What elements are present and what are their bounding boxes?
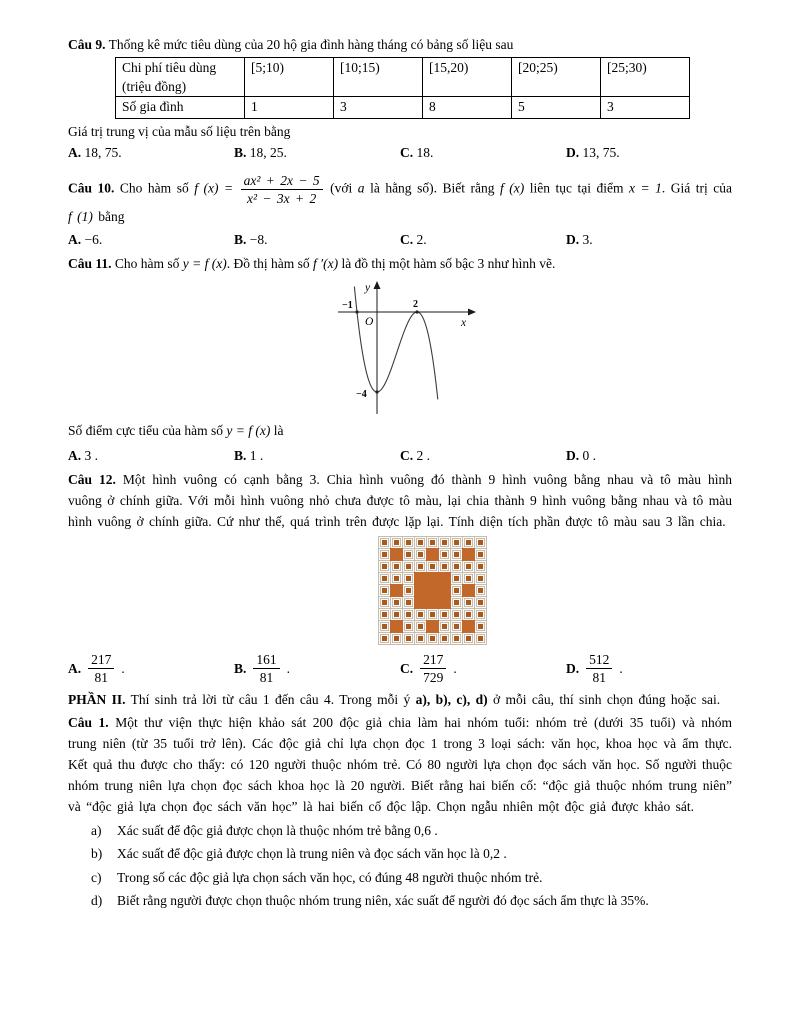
q12-statement [68, 469, 732, 532]
carpet-dot [406, 636, 411, 641]
option-a [68, 229, 234, 250]
list-item-a [68, 820, 732, 841]
item-text: Xác suất để độc giả được chọn là trung niên và đọc sách văn học là 0,2 . [117, 846, 507, 861]
q11-label: Câu 11. [68, 256, 112, 271]
math-f1: f (1) [68, 209, 93, 224]
carpet-cell [391, 597, 402, 608]
carpet-dot [406, 576, 411, 581]
carpet-dot [406, 588, 411, 593]
math-fprime: f ′(x) [313, 256, 339, 271]
label-2: 2 [413, 299, 418, 310]
carpet-dot [406, 600, 411, 605]
carpet-cell [379, 585, 390, 596]
period: . [286, 661, 291, 676]
derivative-graph [332, 280, 482, 420]
count-cell: 1 [245, 97, 334, 119]
carpet-cell [475, 609, 486, 620]
carpet-dot [454, 564, 459, 569]
carpet-dot [418, 552, 423, 557]
carpet-dot [418, 636, 423, 641]
carpet-cell [391, 633, 402, 644]
q11-options [68, 445, 732, 466]
item-text: Trong số các độc giả lựa chọn sách văn học, có đúng 48 người thuộc nhóm trẻ. [117, 869, 543, 885]
option-d [566, 445, 732, 466]
q12-label: Câu 12. [68, 472, 116, 487]
derivative-graph-figure [332, 280, 732, 420]
option-d [566, 229, 732, 250]
carpet-dot [430, 612, 435, 617]
carpet-dot [478, 576, 483, 581]
carpet-cell [379, 561, 390, 572]
carpet-dot [406, 612, 411, 617]
carpet-cell [451, 597, 462, 608]
table-row [116, 97, 690, 119]
carpet-cell [391, 573, 402, 584]
p2q1-statement [68, 712, 732, 817]
carpet-dot [478, 612, 483, 617]
carpet-dot [442, 624, 447, 629]
carpet-dot [418, 540, 423, 545]
carpet-dot [454, 588, 459, 593]
label-neg1: −1 [342, 300, 353, 311]
carpet-cell [439, 585, 450, 596]
count-cell: 3 [334, 97, 423, 119]
carpet-cell [475, 561, 486, 572]
fraction-numerator: 512 [586, 652, 612, 669]
option-letter: A. [68, 448, 82, 463]
carpet-dot [418, 624, 423, 629]
option-text: 18, 25. [249, 145, 287, 160]
carpet-cell [451, 633, 462, 644]
carpet-dot [442, 636, 447, 641]
carpet-dot [406, 540, 411, 545]
q11-question-text: Số điểm cực tiểu của hàm số [68, 423, 224, 438]
carpet-cell [439, 621, 450, 632]
carpet-dot [394, 576, 399, 581]
carpet-dot [382, 600, 387, 605]
carpet-cell [451, 621, 462, 632]
y-axis-arrow [374, 281, 381, 289]
math-var-a: a [357, 180, 365, 196]
carpet-cell [439, 549, 450, 560]
carpet-cell [475, 549, 486, 560]
option-letter: D. [566, 661, 580, 676]
fraction-numerator: 161 [253, 652, 279, 669]
carpet-dot [466, 576, 471, 581]
interval-cell: [20;25) [512, 58, 601, 97]
part2-instructions [68, 689, 732, 710]
math-y-equals-fx: y = f (x) [226, 423, 271, 438]
carpet-dot [454, 576, 459, 581]
carpet-cell [379, 597, 390, 608]
carpet-dot [466, 636, 471, 641]
label-x-axis: x [461, 317, 467, 329]
item-marker: c) [91, 869, 102, 885]
carpet-cell [379, 609, 390, 620]
carpet-cell [379, 621, 390, 632]
carpet-dot [466, 540, 471, 545]
carpet-cell [379, 537, 390, 548]
q12-options [68, 652, 732, 685]
label-neg4: −4 [356, 389, 367, 400]
option-letter: C. [400, 448, 414, 463]
x-axis-arrow [468, 309, 476, 316]
carpet-cell [415, 549, 426, 560]
carpet-cell [391, 585, 402, 596]
carpet-dot [454, 636, 459, 641]
option-letter: B. [234, 661, 247, 676]
frequency-table [115, 57, 690, 119]
carpet-dot [478, 564, 483, 569]
item-marker: a) [91, 822, 102, 838]
option-letter: B. [234, 145, 247, 160]
carpet-dot [478, 636, 483, 641]
option-letter: D. [566, 145, 580, 160]
option-b [234, 229, 400, 250]
carpet-cell [427, 549, 438, 560]
fprime-curve [354, 287, 437, 400]
carpet-dot [454, 540, 459, 545]
q11-statement [68, 253, 732, 274]
list-item-c [68, 867, 732, 888]
option-letter: C. [400, 232, 414, 247]
carpet-cell [415, 597, 426, 608]
item-text: Xác suất để độc giả được chọn là thuộc nhóm trẻ bằng 0,6 . [117, 822, 438, 838]
carpet-cell [427, 597, 438, 608]
carpet-dot [406, 564, 411, 569]
header-line1: Chi phí tiêu dùng [122, 60, 217, 75]
carpet-cell [379, 633, 390, 644]
option-letter: D. [566, 232, 580, 247]
option-text: −8. [249, 232, 268, 247]
q10-label: Câu 10. [68, 180, 115, 196]
carpet-cell [391, 549, 402, 560]
carpet-dot [454, 600, 459, 605]
q9-options [68, 142, 732, 163]
option-b [234, 142, 400, 163]
count-cell: 8 [423, 97, 512, 119]
q11-question-text: là [273, 423, 284, 438]
carpet-cell [475, 537, 486, 548]
carpet-cell [463, 549, 474, 560]
carpet-cell [415, 537, 426, 548]
carpet-dot [382, 588, 387, 593]
option-text: 3. [582, 232, 593, 247]
q9-intro [68, 34, 732, 55]
carpet-cell [463, 585, 474, 596]
fraction-numerator: ax² + 2x − 5 [241, 173, 323, 190]
math-x-equals-1: x = 1 [629, 180, 662, 196]
point-min [375, 390, 378, 393]
carpet-cell [391, 561, 402, 572]
label-origin: O [365, 316, 374, 328]
carpet-dot [430, 636, 435, 641]
sierpinski-carpet [378, 536, 487, 645]
carpet-cell [475, 597, 486, 608]
item-marker: d) [91, 893, 103, 908]
option-letter: B. [234, 232, 247, 247]
carpet-dot [382, 540, 387, 545]
option-text: −6. [84, 232, 103, 247]
option-b [234, 445, 400, 466]
carpet-cell [475, 585, 486, 596]
option-text: 18. [416, 145, 434, 160]
list-item-b [68, 843, 732, 864]
carpet-cell [379, 549, 390, 560]
p2q1-text: Một thư viện thực hiện khảo sát 200 độc giả chia làm hai nhóm tuổi: nhóm trẻ (dưới 35 tuổi) và nhóm trung niên (từ 35 tuổi trở lên). Các độc giả chỉ lựa chọn đọc 1 trong 3 loại sách: văn học, khoa học và ẩm thực. Kết quả thu được cho thấy: có 120 người thuộc nhóm trẻ. Có 80 người lựa chọn đọc sách văn học. Số người thuộc nhóm trung niên lựa chọn đọc sách khoa học là 20 người. Biết rằng hai biến cố: “độc giả thuộc nhóm trung niên” và “độc giả lựa chọn đọc sách văn học” là hai biến cố độc lập. Chọn ngẫu nhiên một độc giả được khảo sát. [68, 715, 733, 814]
carpet-dot [442, 552, 447, 557]
carpet-cell [463, 633, 474, 644]
carpet-cell [403, 609, 414, 620]
carpet-cell [463, 561, 474, 572]
option-letter: A. [68, 661, 82, 676]
option-c [400, 142, 566, 163]
fraction [584, 652, 614, 685]
carpet-dot [418, 564, 423, 569]
table-header-cell [116, 58, 245, 97]
carpet-cell [415, 633, 426, 644]
carpet-dot [382, 624, 387, 629]
part2-text: Thí sinh trả lời từ câu 1 đến câu 4. Trong mỗi ý [130, 692, 411, 707]
carpet-cell [427, 585, 438, 596]
carpet-dot [478, 600, 483, 605]
table-row [116, 58, 690, 97]
q11-text: Cho hàm số [114, 256, 180, 271]
carpet-cell [427, 573, 438, 584]
carpet-cell [451, 609, 462, 620]
count-cell: 3 [601, 97, 690, 119]
carpet-cell [415, 585, 426, 596]
option-text: 18, 75. [84, 145, 122, 160]
carpet-cell [451, 561, 462, 572]
math-fraction [239, 173, 325, 206]
carpet-cell [403, 561, 414, 572]
option-text: 0 . [582, 448, 596, 463]
carpet-cell [463, 609, 474, 620]
carpet-cell [427, 633, 438, 644]
option-c [400, 445, 566, 466]
carpet-dot [478, 624, 483, 629]
carpet-dot [394, 600, 399, 605]
fraction-denominator: x² − 3x + 2 [246, 191, 317, 206]
option-letter: A. [68, 232, 82, 247]
option-text: 3 . [84, 448, 98, 463]
carpet-dot [466, 564, 471, 569]
fraction-denominator: 81 [94, 670, 108, 685]
interval-cell: [15,20) [423, 58, 512, 97]
q11-question [68, 420, 732, 441]
carpet-dot [466, 612, 471, 617]
carpet-cell [475, 633, 486, 644]
option-c [400, 652, 566, 685]
option-c [400, 229, 566, 250]
interval-cell: [5;10) [245, 58, 334, 97]
fraction-denominator: 81 [592, 670, 606, 685]
carpet-cell [439, 609, 450, 620]
q9-question: Giá trị trung vị của mẫu số liệu trên bằng [68, 124, 291, 139]
carpet-cell [475, 621, 486, 632]
point-x-2 [415, 310, 418, 313]
carpet-cell [391, 621, 402, 632]
option-text: 2. [416, 232, 427, 247]
q12-text: Một hình vuông có cạnh bằng 3. Chia hình vuông đó thành 9 hình vuông bằng nhau và tô màu hình vuông ở chính giữa. Với mỗi hình vuông nhỏ chưa được tô màu, lại chia thành 9 hình vuông bằng nhau và tô màu hình vuông ở chính giữa. Cứ như thế, quá trình trên được lặp lại. Tính diện tích phần được tô màu sau 3 lần chia. [68, 472, 733, 529]
carpet-cell [439, 633, 450, 644]
carpet-cell [379, 573, 390, 584]
carpet-dot [430, 564, 435, 569]
option-letter: C. [400, 145, 414, 160]
carpet-cell [403, 537, 414, 548]
q9-label: Câu 9. [68, 37, 106, 52]
fraction-numerator: 217 [420, 652, 446, 669]
carpet-cell [439, 561, 450, 572]
carpet-dot [478, 588, 483, 593]
q10-text: . Giá trị của [661, 180, 733, 196]
carpet-cell [391, 537, 402, 548]
header-line2: (triệu đồng) [122, 79, 187, 94]
carpet-cell [403, 549, 414, 560]
carpet-dot [466, 600, 471, 605]
carpet-dot [382, 636, 387, 641]
carpet-dot [394, 612, 399, 617]
carpet-cell [391, 609, 402, 620]
option-letter: B. [234, 448, 247, 463]
carpet-dot [454, 612, 459, 617]
carpet-cell [463, 621, 474, 632]
carpet-cell [451, 537, 462, 548]
q9-intro-text: Thống kê mức tiêu dùng của 20 hộ gia đình hàng tháng có bảng số liệu sau [108, 37, 514, 52]
carpet-dot [406, 552, 411, 557]
option-text: 1 . [249, 448, 264, 463]
carpet-dot [478, 552, 483, 557]
list-item-d [68, 890, 732, 911]
option-letter: D. [566, 448, 580, 463]
carpet-dot [382, 552, 387, 557]
carpet-cell [439, 597, 450, 608]
carpet-cell [463, 597, 474, 608]
carpet-dot [454, 624, 459, 629]
q10-statement [68, 173, 732, 227]
carpet-dot [442, 564, 447, 569]
carpet-dot [430, 540, 435, 545]
option-letter: C. [400, 661, 414, 676]
fraction [251, 652, 281, 685]
period: . [619, 661, 623, 676]
carpet-cell [451, 573, 462, 584]
carpet-dot [394, 540, 399, 545]
carpet-dot [382, 564, 387, 569]
item-marker: b) [91, 846, 103, 861]
math-y-equals-fx: y = f (x) [182, 256, 227, 271]
fraction-denominator: 729 [423, 670, 444, 685]
point-x-neg1 [355, 310, 358, 313]
q11-text: là đồ thị một hàm số bậc 3 như hình vẽ. [341, 256, 556, 271]
option-a [68, 142, 234, 163]
math-fx: f (x) [499, 180, 525, 196]
part2-text: ở mỗi câu, thí sinh chọn đúng hoặc sai. [492, 692, 721, 707]
carpet-cell [403, 573, 414, 584]
carpet-cell [475, 573, 486, 584]
label-y-axis: y [365, 282, 371, 294]
carpet-cell [403, 585, 414, 596]
q11-text: . Đồ thị hàm số [226, 256, 310, 271]
carpet-cell [463, 537, 474, 548]
carpet-cell [403, 597, 414, 608]
interval-cell: [10;15) [334, 58, 423, 97]
carpet-cell [427, 537, 438, 548]
fraction-denominator: 81 [259, 670, 274, 685]
option-a [68, 652, 234, 685]
q10-text: là hằng số). Biết rằng [370, 180, 495, 196]
carpet-cell [415, 561, 426, 572]
interval-cell: [25;30) [601, 58, 690, 97]
carpet-cell [451, 585, 462, 596]
q10-text: liên tục tại điểm [529, 180, 624, 196]
carpet-cell [415, 621, 426, 632]
carpet-cell [403, 621, 414, 632]
q10-text: bằng [98, 209, 125, 224]
period: . [121, 661, 125, 676]
option-letter: A. [68, 145, 82, 160]
part2-item-letters: a), b), c), d) [415, 692, 488, 707]
fraction-numerator: 217 [88, 652, 114, 669]
carpet-cell [415, 573, 426, 584]
carpet-dot [442, 612, 447, 617]
p2q1-label: Câu 1. [68, 715, 109, 730]
carpet-cell [427, 621, 438, 632]
carpet-cell [403, 633, 414, 644]
carpet-cell [427, 561, 438, 572]
carpet-dot [382, 612, 387, 617]
carpet-dot [454, 552, 459, 557]
option-text: 13, 75. [582, 145, 620, 160]
math-fx-equals: f (x) = [194, 180, 234, 196]
q10-options [68, 229, 732, 250]
carpet-cell [439, 573, 450, 584]
option-d [566, 142, 732, 163]
q10-text: (với [330, 180, 353, 196]
carpet-dot [394, 636, 399, 641]
option-a [68, 445, 234, 466]
carpet-cell [463, 573, 474, 584]
item-text: Biết rằng người được chọn thuộc nhóm trung niên, xác suất để người đó đọc sách ẩm thực là 35%. [117, 893, 649, 908]
carpet-cell [439, 537, 450, 548]
table-header-cell: Số gia đình [116, 97, 245, 119]
carpet-dot [382, 576, 387, 581]
carpet-dot [418, 612, 423, 617]
part2-label: PHẦN II. [68, 692, 126, 707]
fraction [86, 652, 116, 685]
fraction [418, 652, 448, 685]
carpet-cell [415, 609, 426, 620]
carpet-cell [451, 549, 462, 560]
option-b [234, 652, 400, 685]
q10-text: Cho hàm số [119, 180, 189, 196]
carpet-dot [394, 564, 399, 569]
carpet-dot [478, 540, 483, 545]
carpet-dot [442, 540, 447, 545]
option-text: 2 . [416, 448, 430, 463]
option-d [566, 652, 732, 685]
period: . [453, 661, 457, 676]
count-cell: 5 [512, 97, 601, 119]
carpet-dot [406, 624, 411, 629]
carpet-cell [427, 609, 438, 620]
